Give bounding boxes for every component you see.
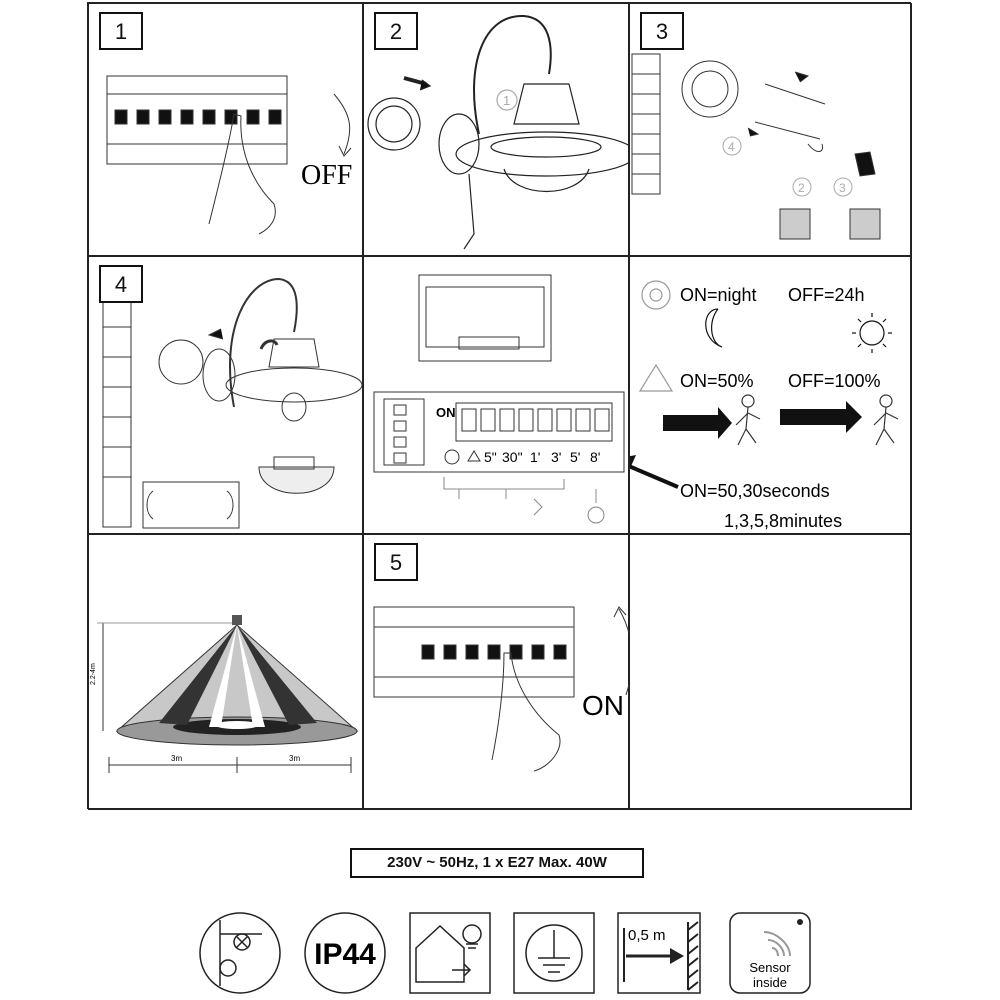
- step-number: 2: [374, 12, 418, 50]
- modes-legend: [630, 257, 913, 535]
- step-1-panel: [88, 3, 363, 256]
- off-label: OFF: [301, 160, 353, 191]
- dip-label: 1': [530, 449, 541, 465]
- on-label: ON: [582, 690, 624, 721]
- night-on-label: ON=night: [680, 285, 757, 305]
- step-4-panel: [88, 256, 363, 534]
- empty-panel: [629, 534, 912, 810]
- svg-text:IP44: IP44: [314, 938, 376, 971]
- dip-label: 8': [590, 449, 601, 465]
- certification-icons: [0, 910, 1000, 996]
- dip-label: 5": [484, 449, 497, 465]
- dip-label: 5': [570, 449, 581, 465]
- coverage-panel: [88, 534, 363, 810]
- height-label: 2.2-4m: [90, 663, 97, 685]
- svg-text:0,5 m: 0,5 m: [628, 927, 666, 944]
- step-number: 4: [99, 265, 143, 303]
- light-sensor-icon: [642, 281, 670, 309]
- sens-on-label: ON=50%: [680, 371, 754, 391]
- modes-legend-panel: [629, 256, 912, 534]
- person-near-icon: [742, 395, 754, 407]
- ip44-icon: [305, 913, 385, 993]
- dip-labels: [484, 449, 600, 465]
- svg-text:inside: inside: [753, 975, 787, 990]
- instruction-grid: [87, 2, 911, 809]
- moon-icon: [706, 309, 722, 347]
- sens-off-label: OFF=100%: [788, 371, 881, 391]
- callout-1: 1: [503, 93, 511, 108]
- wall-mount-icon: [200, 913, 280, 993]
- electrical-spec: 230V ~ 50Hz, 1 x E27 Max. 40W: [350, 848, 644, 878]
- earth-ground-icon: [514, 913, 594, 993]
- pointer-arrow: [630, 455, 678, 487]
- sun-icon: [860, 321, 884, 345]
- day-off-label: OFF=24h: [788, 285, 865, 305]
- dip-switch-diagram: [364, 257, 630, 535]
- time-on-label-line2: 1,3,5,8minutes: [724, 511, 843, 531]
- radius-right-label: 3m: [289, 754, 301, 763]
- callout-2: 2: [798, 181, 805, 195]
- radius-left-label: 3m: [171, 754, 183, 763]
- step-5-panel: [363, 534, 629, 810]
- step-2-panel: [363, 3, 629, 256]
- time-on-label-line1: ON=50,30seconds: [680, 481, 830, 501]
- dip-on-label: ON: [436, 405, 456, 420]
- dip-label: 3': [551, 449, 562, 465]
- step-number: 1: [99, 12, 143, 50]
- person-far-icon: [880, 395, 892, 407]
- dip-label: 30": [502, 449, 523, 465]
- sensor-inside-icon: [730, 913, 810, 993]
- step-number: 5: [374, 543, 418, 581]
- min-distance-icon: [618, 913, 700, 993]
- arrow-50: [663, 407, 732, 439]
- detection-cone-diagram: [89, 535, 364, 811]
- arrow-100: [780, 401, 862, 433]
- step-3-panel: [629, 3, 912, 256]
- outdoor-use-icon: [410, 913, 490, 993]
- step-number: 3: [640, 12, 684, 50]
- callout-3: 3: [839, 181, 846, 195]
- svg-text:Sensor: Sensor: [749, 960, 791, 975]
- callout-4: 4: [728, 140, 735, 154]
- sensor-module-panel: [363, 256, 629, 534]
- sensitivity-icon: [640, 365, 672, 391]
